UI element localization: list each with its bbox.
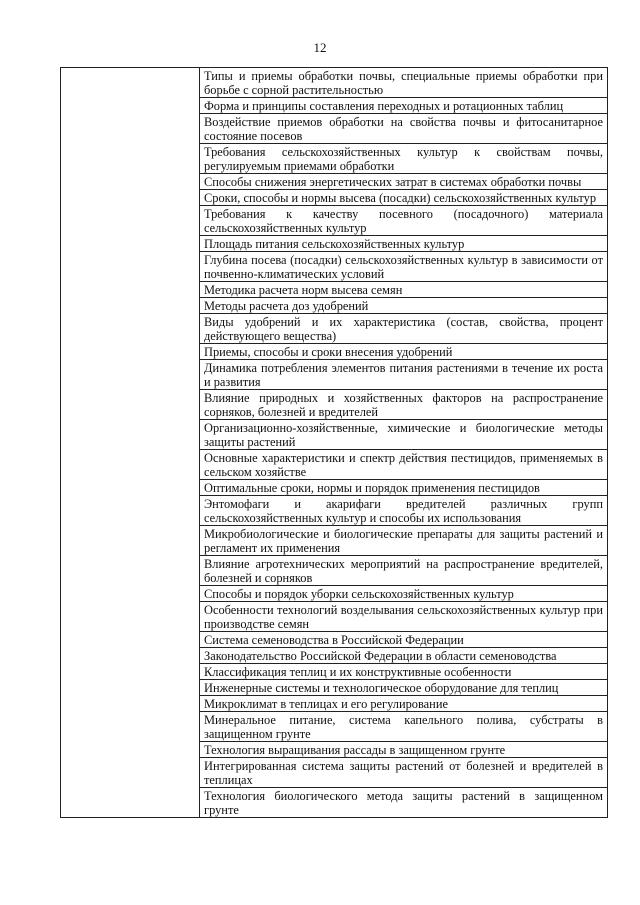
requirement-item: Организационно-хозяйственные, химические и биологические методы защиты растений (200, 420, 607, 450)
requirement-item: Технология биологического метода защиты растений в защищенном грунте (204, 789, 603, 817)
requirement-item: Классификация теплиц и их конструктивные особенности (200, 664, 607, 680)
requirement-item: Микробиологические и биологические препараты для защиты растений и регламент их применения (200, 526, 607, 556)
requirement-item: Влияние агротехнических мероприятий на распространение вредителей, болезней и сорняков (200, 556, 607, 586)
page-number: 12 (313, 40, 327, 55)
requirements-list (200, 68, 607, 817)
requirement-item: Типы и приемы обработки почвы, специальные приемы обработки при борьбе с сорной растительностью (200, 68, 607, 98)
requirement-item: Глубина посева (посадки) сельскохозяйственных культур в зависимости от почвенно-климатических условий (200, 252, 607, 282)
requirement-item: Воздействие приемов обработки на свойства почвы и фитосанитарное состояние посевов (200, 114, 607, 144)
requirement-item: Динамика потребления элементов питания растениями в течение их роста и развития (200, 360, 607, 390)
requirement-item: Основные характеристики и спектр действия пестицидов, применяемых в сельском хозяйстве (200, 450, 607, 480)
requirement-item: Способы и порядок уборки сельскохозяйственных культур (200, 586, 607, 602)
requirements-table (60, 67, 608, 818)
requirement-item: Интегрированная система защиты растений от болезней и вредителей в теплицах (200, 758, 607, 788)
requirement-item: Виды удобрений и их характеристика (состав, свойства, процент действующего вещества) (200, 314, 607, 344)
requirement-item: Площадь питания сельскохозяйственных культур (200, 236, 607, 252)
requirement-item: Инженерные системы и технологическое оборудование для теплиц (200, 680, 607, 696)
requirement-item: Влияние природных и хозяйственных факторов на распространение сорняков, болезней и вредителей (200, 390, 607, 420)
requirement-item: Форма и принципы составления переходных и ротационных таблиц (200, 98, 607, 114)
requirement-item: Минеральное питание, система капельного полива, субстраты в защищенном грунте (200, 712, 607, 742)
requirement-item: Методы расчета доз удобрений (200, 298, 607, 314)
requirement-item: Методика расчета норм высева семян (200, 282, 607, 298)
requirement-item: Технология выращивания рассады в защищенном грунте (200, 742, 607, 758)
requirement-item: Требования к качеству посевного (посадочного) материала сельскохозяйственных культур (200, 206, 607, 236)
requirement-item: Законодательство Российской Федерации в области семеноводства (200, 648, 607, 664)
requirement-item: Способы снижения энергетических затрат в системах обработки почвы (200, 174, 607, 190)
requirement-item: Микроклимат в теплицах и его регулирование (200, 696, 607, 712)
requirement-item: Требования сельскохозяйственных культур к свойствам почвы, регулируемым приемами обработки (200, 144, 607, 174)
table-row (61, 68, 608, 818)
requirement-item: Система семеноводства в Российской Федерации (200, 632, 607, 648)
requirement-item: Приемы, способы и сроки внесения удобрений (200, 344, 607, 360)
requirement-item: Особенности технологий возделывания сельскохозяйственных культур при производстве семян (200, 602, 607, 632)
requirement-item: Энтомофаги и акарифаги вредителей различных групп сельскохозяйственных культур и способы их использования (200, 496, 607, 526)
requirement-item: Сроки, способы и нормы высева (посадки) сельскохозяйственных культур (200, 190, 607, 206)
empty-left-cell (61, 68, 200, 818)
knowledge-requirements-cell (200, 68, 608, 818)
requirement-item: Оптимальные сроки, нормы и порядок применения пестицидов (200, 480, 607, 496)
